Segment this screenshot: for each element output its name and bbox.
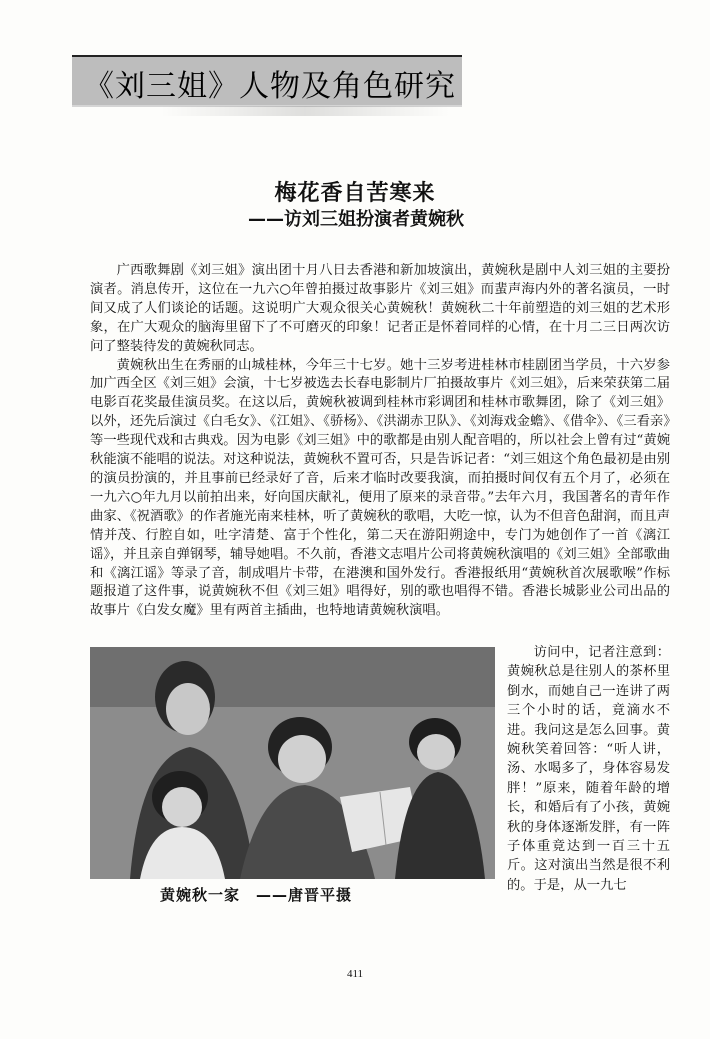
article-title: 梅花香自苦寒来 [274,181,436,206]
article-sidebar-text [507,643,670,895]
section-banner-title: 《刘三姐》人物及角色研究 [84,69,456,104]
family-photo [90,647,495,879]
photo-caption: 黄婉秋一家 ——唐晋平摄 [160,886,353,904]
family-photo-illustration [90,647,495,879]
article-body [90,262,670,621]
article-subtitle: ——访刘三姐扮演者黄婉秋 [248,209,464,230]
section-banner [72,55,462,107]
page-number: 411 [346,968,364,980]
sidebar-paragraph: 访问中，记者注意到：黄婉秋总是往别人的茶杯里倒水，而她自己一连讲了两三个小时的话，竟滴水不进。我问这是怎么回事。黄婉秋笑着回答：“听人讲，汤、水喝多了，身体容易发胖！”原来，随着年龄的增长，和婚后有了小孩，黄婉秋的身体逐渐发胖，有一阵子体重竟达到一百三十五斤。这对演出当然是很不利的。于是，从一九七 [507,645,670,893]
body-paragraph-2: 黄婉秋出生在秀丽的山城桂林，今年三十七岁。她十三岁考进桂林市桂剧团当学员，十六岁参加广西全区《刘三姐》会演，十七岁被选去长春电影制片厂拍摄故事片《刘三姐》，后来荣获第二届电影百花奖最佳演员奖。在这以后，黄婉秋被调到桂林市彩调团和桂林市歌舞团，除了《刘三姐》以外，还先后演过《白毛女》、《江姐》、《骄杨》、《洪湖赤卫队》、《刘海戏金蟾》、《借伞》、《三看亲》等一些现代戏和古典戏。因为电影《刘三姐》中的歌都是由别人配音唱的，所以社会上曾有过“黄婉秋能演不能唱的说法。对这种说法，黄婉秋不置可否，只是告诉记者：“刘三姐这个角色最初是由别的演员扮演的，并且事前已经录好了音，后来才临时改要我演，而拍摄时间仅有五个月了，必须在一九六○年九月以前拍出来，好向国庆献礼，便用了原来的录音带。”去年六月，我国著名的青年作曲家、《祝酒歌》的作者施光南来桂林，听了黄婉秋的歌唱，大吃一惊，认为不但音色甜润，而且声情并茂、行腔自如，吐字清楚、富于个性化，第二天在游阳朔途中，专门为她创作了一首《漓江谣》，并且亲自弹钢琴，辅导她唱。不久前，香港文志唱片公司将黄婉秋演唱的《刘三姐》全部歌曲和《漓江谣》等录了音，制成唱片卡带，在港澳和国外发行。香港报纸用“黄婉秋首次展歌喉”作标题报道了这件事，说黄婉秋不但《刘三姐》唱得好，别的歌也唱得不错。香港长城影业公司出品的故事片《白发女魔》里有两首主插曲，也特地请黄婉秋演唱。 [90,357,670,619]
body-paragraph-1: 广西歌舞剧《刘三姐》演出团十月八日去香港和新加坡演出，黄婉秋是剧中人刘三姐的主要扮演者。消息传开，这位在一九六○年曾拍摄过故事影片《刘三姐》而蜚声海内外的著名演员，一时间又成了人们谈论的话题。这说明广大观众很关心黄婉秋！黄婉秋二十年前塑造的刘三姐的艺术形象，在广大观众的脑海里留下了不可磨灭的印象！记者正是怀着同样的心情，在十月二三日两次访问了整装待发的黄婉秋同志。 [90,263,670,354]
banner-shadow-decoration [160,106,450,116]
